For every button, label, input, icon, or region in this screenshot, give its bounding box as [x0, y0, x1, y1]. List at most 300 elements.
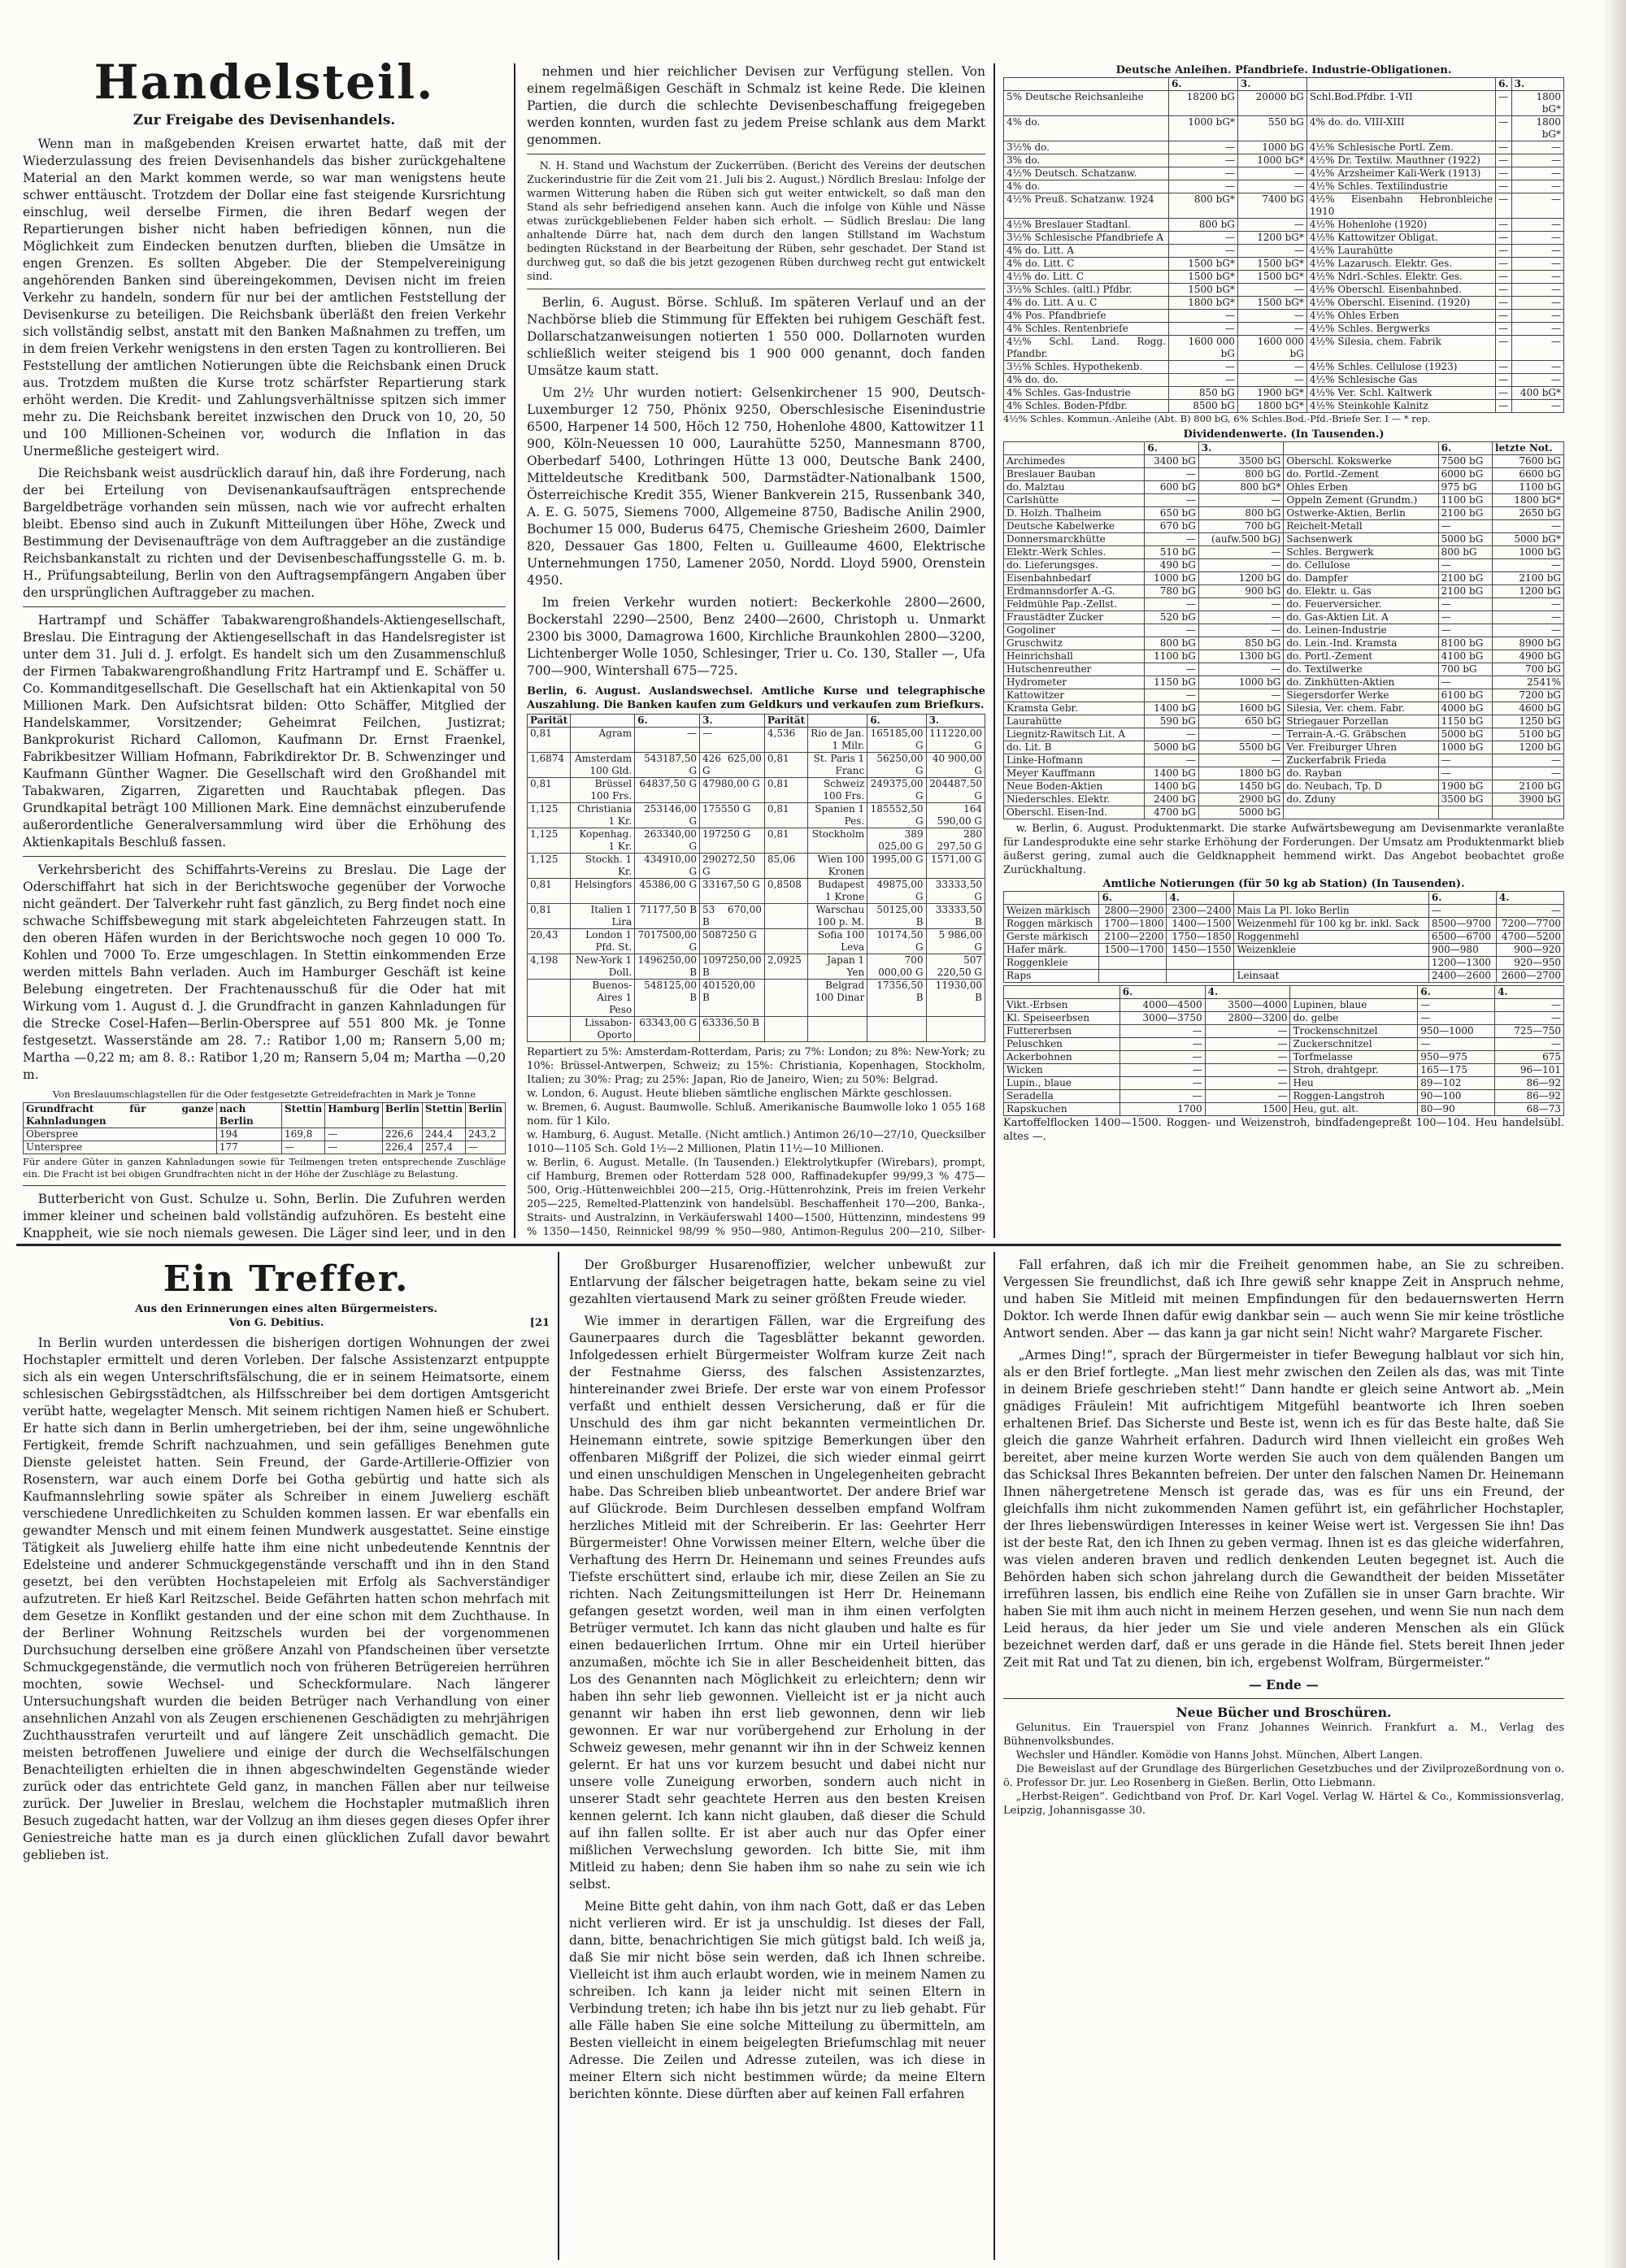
- table-cell: [764, 904, 807, 929]
- column-rule: [558, 1252, 559, 2260]
- table-cell: 45386,00 G: [635, 879, 700, 904]
- table-cell: 1500 bG*: [1168, 271, 1237, 284]
- table-cell: Futtererbsen: [1004, 1025, 1120, 1038]
- table-cell: —: [1496, 154, 1512, 167]
- table-cell: 4½% Oberschl. Eisenbahnbed.: [1306, 284, 1495, 297]
- table-cell: 4½% Ndrl.-Schles. Elektr. Ges.: [1306, 271, 1495, 284]
- table-row: [1004, 918, 1564, 931]
- table-cell: —: [1511, 361, 1563, 374]
- table-row: [1004, 1064, 1564, 1077]
- table-header: [1234, 892, 1428, 905]
- table-cell: —: [1496, 361, 1512, 374]
- table-cell: 3% do.: [1004, 154, 1169, 167]
- table-row: [1004, 297, 1564, 310]
- table-cell: 111220,00 G: [926, 728, 985, 753]
- table-cell: London 1 Pfd. St.: [571, 929, 635, 954]
- table-cell: Buenos-Aires 1 Peso: [571, 980, 635, 1017]
- table-cell: 0,81: [528, 904, 571, 929]
- table-cell: 0,81: [528, 879, 571, 904]
- table-cell: 263340,00 G: [635, 828, 700, 854]
- table-cell: 4½% Laurahütte: [1306, 245, 1495, 258]
- table-row: [1004, 507, 1564, 520]
- table-cell: 4,536: [764, 728, 807, 753]
- table-cell: —: [1205, 1090, 1290, 1103]
- table-cell: Hydrometer: [1004, 676, 1145, 689]
- table-cell: 4½% Arzsheimer Kali-Werk (1913): [1306, 167, 1495, 180]
- table-cell: Budapest 1 Krone: [808, 879, 867, 904]
- table-cell: Rio de Jan. 1 Milr.: [808, 728, 867, 753]
- table-header: [1004, 892, 1099, 905]
- table-cell: 244,4: [422, 1128, 465, 1141]
- table-cell: 1500 bG*: [1237, 297, 1306, 310]
- table-cell: 4½% Schles. Bergwerks: [1306, 323, 1495, 336]
- table-cell: 4600 bG: [1493, 702, 1564, 715]
- table-cell: do. Neubach, Tp. D: [1284, 780, 1438, 793]
- table-cell: —: [1198, 754, 1284, 767]
- table-cell: 53 670,00 B: [700, 904, 765, 929]
- table-cell: —: [1120, 1077, 1205, 1090]
- table-cell: Peluschken: [1004, 1038, 1120, 1051]
- table-cell: 40 900,00 G: [926, 753, 985, 778]
- table-cell: 1400 bG: [1145, 780, 1198, 793]
- table-cell: 1800 bG*: [1511, 91, 1563, 116]
- table-row: [528, 728, 985, 753]
- table-cell: do. Cellulose: [1284, 559, 1438, 572]
- article-paragraph: w. Bremen, 6. August. Baumwolle. Schluß. Amerikanische Baumwolle loko 1 055 168 nom. für 1 Kilo.: [527, 1101, 985, 1127]
- table-cell: 507 220,50 G: [926, 954, 985, 980]
- table-cell: 204487,50 G: [926, 778, 985, 803]
- table-cell: —: [1145, 533, 1198, 546]
- table-cell: —: [1511, 232, 1563, 245]
- table-cell: 4% Schles. Gas-Industrie: [1004, 387, 1169, 400]
- table-cell: 850 bG: [1168, 387, 1237, 400]
- table-cell: Linke-Hofmann: [1004, 754, 1145, 767]
- table-cell: 4% do. Litt. A: [1004, 245, 1169, 258]
- table-row: [1004, 1090, 1564, 1103]
- table-cell: —: [325, 1128, 383, 1141]
- table-cell: 20,43: [528, 929, 571, 954]
- table-header: 6.: [635, 715, 700, 728]
- table-cell: St. Paris 1 Franc: [808, 753, 867, 778]
- table-header: 3.: [1198, 442, 1284, 455]
- table-cell: 4% Pos. Pfandbriefe: [1004, 310, 1169, 323]
- table-cell: 86—92: [1495, 1077, 1564, 1090]
- table-cell: [1234, 957, 1428, 970]
- table-row: [1004, 793, 1564, 806]
- table-cell: —: [1120, 1038, 1205, 1051]
- table-cell: 4% do.: [1004, 116, 1169, 141]
- table-cell: 1200 bG*: [1237, 232, 1306, 245]
- table-cell: —: [1418, 1012, 1495, 1025]
- table-cell: —: [1438, 611, 1492, 624]
- table-cell: 4000 bG: [1438, 702, 1492, 715]
- page-fold-shadow: [1603, 0, 1626, 2268]
- table-cell: 0,81: [764, 828, 807, 854]
- table-header: nach Berlin: [216, 1103, 281, 1128]
- table-cell: 5000 bG: [1438, 728, 1492, 741]
- official-table-2: [1003, 985, 1564, 1116]
- table-cell: 194: [216, 1128, 281, 1141]
- table-cell: [867, 1017, 926, 1042]
- table-cell: —: [1438, 767, 1492, 780]
- freight-note: Für andere Güter in ganzen Kahnladungen sowie für Teilmengen treten entsprechende Zuschläge ein. Die Fracht ist bei obigen Grundfrachten nicht in der Höhe der Zuschläge zu Belastung.: [23, 1156, 506, 1180]
- table-cell: 2800—3200: [1205, 1012, 1290, 1025]
- table-cell: (aufw.500 bG): [1198, 533, 1284, 546]
- table-cell: 1800 bG*: [1493, 494, 1564, 507]
- table-cell: Ver. Freiburger Uhren: [1284, 741, 1438, 754]
- table-cell: —: [1145, 624, 1198, 637]
- table-cell: 1200 bG: [1493, 585, 1564, 598]
- table-cell: —: [1496, 336, 1512, 361]
- table-header: 4.: [1496, 892, 1563, 905]
- table-cell: 4½% Dr. Textilw. Mauthner (1922): [1306, 154, 1495, 167]
- table-cell: —: [1496, 400, 1512, 413]
- table-cell: 0,81: [764, 778, 807, 803]
- table-cell: Elektr.-Werk Schles.: [1004, 546, 1145, 559]
- table-row: [528, 1017, 985, 1042]
- table-cell: 2300—2400: [1167, 905, 1234, 918]
- table-row: [1004, 310, 1564, 323]
- table-cell: 3½% Schlesische Pfandbriefe A: [1004, 232, 1169, 245]
- table-cell: 650 bG: [1145, 507, 1198, 520]
- table-cell: 4000—4500: [1120, 999, 1205, 1012]
- table-row: [1004, 494, 1564, 507]
- table-row: [1004, 1012, 1564, 1025]
- table-header: [1306, 78, 1495, 91]
- table-cell: Roggenkleie: [1004, 957, 1099, 970]
- table-cell: do. Lein.-Ind. Kramsta: [1284, 637, 1438, 650]
- table-cell: Torfmelasse: [1290, 1051, 1418, 1064]
- table-cell: 8500—9700: [1428, 918, 1496, 931]
- table-cell: 56250,00 G: [867, 753, 926, 778]
- table-cell: —: [1120, 1090, 1205, 1103]
- table-cell: —: [1120, 1064, 1205, 1077]
- table-row: [1004, 728, 1564, 741]
- table-cell: Ackerbohnen: [1004, 1051, 1120, 1064]
- table-cell: 226,4: [382, 1141, 422, 1154]
- table-cell: 1450 bG: [1198, 780, 1284, 793]
- table-cell: Gerste märkisch: [1004, 931, 1099, 944]
- table-cell: 4100 bG: [1438, 650, 1492, 663]
- table-cell: 1000 bG: [1493, 546, 1564, 559]
- table-cell: Kramsta Gebr.: [1004, 702, 1145, 715]
- table-cell: 1500 bG*: [1168, 284, 1237, 297]
- divider: [23, 856, 506, 857]
- table-cell: 2100—2200: [1099, 931, 1167, 944]
- table-cell: do. gelbe: [1290, 1012, 1418, 1025]
- table-cell: 64837,50 G: [635, 778, 700, 803]
- bond-table-title: Deutsche Anleihen. Pfandbriefe. Industrie-Obligationen.: [1115, 64, 1452, 76]
- table-cell: 548125,00 B: [635, 980, 700, 1017]
- table-header: 6.: [1099, 892, 1167, 905]
- table-cell: 1,125: [528, 803, 571, 828]
- table-cell: —: [1205, 1077, 1290, 1090]
- table-cell: Deutsche Kabelwerke: [1004, 520, 1145, 533]
- table-cell: 5500 bG: [1198, 741, 1284, 754]
- table-cell: 17356,50 B: [867, 980, 926, 1017]
- table-cell: [1099, 970, 1167, 983]
- story-installment: [21: [529, 1317, 550, 1329]
- table-cell: 1000 bG*: [1237, 154, 1306, 167]
- table-cell: —: [1205, 1064, 1290, 1077]
- table-cell: Weizenmehl für 100 kg br. inkl. Sack: [1234, 918, 1428, 931]
- table-row: [1004, 957, 1564, 970]
- table-cell: —: [1493, 611, 1564, 624]
- table-cell: 63336,50 B: [700, 1017, 765, 1042]
- table-cell: 20000 bG: [1237, 91, 1306, 116]
- table-cell: do. Leinen-Industrie: [1284, 624, 1438, 637]
- table-cell: 3500 bG: [1198, 455, 1284, 468]
- table-cell: —: [1511, 271, 1563, 284]
- table-cell: [528, 980, 571, 1017]
- produce-report: w. Berlin, 6. August. Produktenmarkt. Die starke Aufwärtsbewegung am Devisenmarkte veranlaßte für Landesprodukte eine sehr starke Erhöhung der Forderungen. Der Umsatz am Produktenmarkt blieb äußerst gering, zumal auch die Geldknappheit hemmend wirkt. Das Angebot beobachtet große Zurückhaltung.: [1003, 823, 1564, 876]
- table-cell: 1000 bG*: [1168, 116, 1237, 141]
- table-cell: 490 bG: [1145, 559, 1198, 572]
- table-cell: 600 bG: [1145, 481, 1198, 494]
- table-cell: 0,81: [528, 728, 571, 753]
- table-cell: 900—920: [1496, 944, 1563, 957]
- table-cell: Neue Boden-Aktien: [1004, 780, 1145, 793]
- table-cell: 4½% Ver. Schl. Kaltwerk: [1306, 387, 1495, 400]
- table-row: [1004, 455, 1564, 468]
- dividend-table: [1003, 441, 1564, 819]
- article-paragraph: w. Berlin, 6. August. Metalle. (In Tausenden.) Elektrolytkupfer (Wirebars), prompt, cif Hamburg, Bremen oder Rotterdam 528 000, Raffinadekupfer 99/99,3 % 475—500, Orig.-Hüttenweichblei 200—215, Orig.-Hüttenrohzink, Preis im freien Verkehr 205—225, Remelted-Plattenzink von handelsübl. Beschaffenheit 170—200, Banka-, Straits- und Australzinn, in Verkäuferswahl 1400—1500, Hüttenzinn, mindestens 99 % 1350—1450, Reinnickel 98/99 % 950—980, Antimon-Regulus 200—210, Silber-: [527, 1157, 985, 1238]
- table-row: [1004, 116, 1564, 141]
- story-author: [23, 1316, 550, 1330]
- table-cell: 2100 bG: [1438, 585, 1492, 598]
- table-cell: 6000 bG: [1438, 468, 1492, 481]
- table-cell: —: [1493, 559, 1564, 572]
- table-cell: 4% do. do.: [1004, 374, 1169, 387]
- table-cell: 700 bG: [1198, 520, 1284, 533]
- table-cell: —: [1168, 310, 1237, 323]
- freight-table: [23, 1102, 506, 1154]
- table-cell: 510 bG: [1145, 546, 1198, 559]
- table-cell: 1100 bG: [1493, 481, 1564, 494]
- table-cell: —: [1496, 387, 1512, 400]
- table-cell: [1167, 970, 1234, 983]
- table-header: 6.: [1145, 442, 1198, 455]
- table-cell: —: [1511, 310, 1563, 323]
- table-cell: —: [1168, 154, 1237, 167]
- table-cell: —: [1428, 905, 1496, 918]
- table-cell: Oppeln Zement (Grundm.): [1284, 494, 1438, 507]
- official-footer: Kartoffelflocken 1400—1500. Roggen- und Weizenstroh, bindfadengepreßt 100—104. Heu handelsübl. altes —.: [1003, 1117, 1564, 1143]
- table-cell: 426 625,00 G: [700, 753, 765, 778]
- table-cell: 1800 bG*: [1511, 116, 1563, 141]
- table-cell: 6100 bG: [1438, 689, 1492, 702]
- table-cell: —: [1438, 676, 1492, 689]
- table-cell: Oberschl. Eisen-Ind.: [1004, 806, 1145, 819]
- table-cell: 4% do. Litt. A u. C: [1004, 297, 1169, 310]
- article-paragraph: w. Hamburg, 6. August. Metalle. (Nicht amtlich.) Antimon 26/10—27/10, Quecksilber 1010—1105 Sch. Gold 1½—2 Millionen, Platin 11½—10 Millionen.: [527, 1129, 985, 1155]
- table-row: [1004, 468, 1564, 481]
- table-cell: do. Dampfer: [1284, 572, 1438, 585]
- story-subtitle: Aus den Erinnerungen eines alten Bürgermeisters.: [135, 1303, 437, 1315]
- table-cell: Fraustädter Zucker: [1004, 611, 1145, 624]
- table-cell: —: [1237, 245, 1306, 258]
- table-cell: Stockh. 1 Kr.: [571, 854, 635, 879]
- table-cell: 900 bG: [1198, 585, 1284, 598]
- table-cell: —: [1168, 141, 1237, 154]
- table-cell: —: [1496, 141, 1512, 154]
- table-cell: Reichelt-Metall: [1284, 520, 1438, 533]
- table-cell: Belgrad 100 Dinar: [808, 980, 867, 1017]
- table-cell: Ostwerke-Aktien, Berlin: [1284, 507, 1438, 520]
- table-cell: 4,198: [528, 954, 571, 980]
- table-cell: 11930,00 B: [926, 980, 985, 1017]
- table-cell: 725—750: [1495, 1025, 1564, 1038]
- article-paragraph: N. H. Stand und Wachstum der Zuckerrüben. (Bericht des Vereins der deutschen Zuckerindustrie für die Zeit vom 21. Juli bis 2. August.) Nördlich Breslau: Infolge der warmen Witterung haben die Rüben sich gut weiter entwickelt, so daß man den Stand als sehr befriedigend ansehen kann. Auch die infolge von Kühle und Nässe etwas zurückgebliebenen Felder haben sich erholt. — Südlich Breslau: Die lang anhaltende Dürre hat, nach dem durch den langen Stillstand im Wachstum bedingten Rückstand in der Bearbeitung der Rüben, sehr geschadet. Der Stand ist durchweg gut, so daß die bis jetzt gezogenen Rüben durchweg recht gut entwickelt sind.: [527, 160, 985, 283]
- forex-title: Berlin, 6. August. Auslandswechsel. Amtliche Kurse und telegraphische Auszahlung. Die Banken kaufen zum Geldkurs und verkaufen zum Briefkurs.: [527, 685, 985, 711]
- table-header: Berlin: [382, 1103, 422, 1128]
- table-cell: Sofia 100 Leva: [808, 929, 867, 954]
- table-cell: —: [1198, 494, 1284, 507]
- table-cell: 1100 bG: [1145, 650, 1198, 663]
- table-cell: Kopenhag. 1 Kr.: [571, 828, 635, 854]
- table-cell: —: [1198, 598, 1284, 611]
- table-cell: D. Holzh. Thalheim: [1004, 507, 1145, 520]
- table-cell: 4½% Ohles Erben: [1306, 310, 1495, 323]
- table-cell: 2100 bG: [1493, 572, 1564, 585]
- table-cell: 1496250,00 B: [635, 954, 700, 980]
- table-cell: Zuckerfabrik Frieda: [1284, 754, 1438, 767]
- table-cell: 280 297,50 G: [926, 828, 985, 854]
- table-cell: 5% Deutsche Reichsanleihe: [1004, 91, 1169, 116]
- table-cell: 4½% Silesia, chem. Fabrik: [1306, 336, 1495, 361]
- table-row: [1004, 663, 1564, 676]
- table-cell: 7200—7700: [1496, 918, 1563, 931]
- table-cell: Schl.Bod.Pfdbr. 1-VII: [1306, 91, 1495, 116]
- table-row: [1004, 154, 1564, 167]
- table-row: [1004, 905, 1564, 918]
- table-cell: 1,6874: [528, 753, 571, 778]
- table-cell: do. Feuerversicher.: [1284, 598, 1438, 611]
- column-rule: [993, 1252, 995, 2260]
- article-paragraph: Um 2½ Uhr wurden notiert: Gelsenkirchener 15 900, Deutsch-Luxemburger 12 750, Phönix 9250, Oberschlesische Eisenindustrie 6500, Harpener 14 500, Höch 12 750, Hohenlohe 4800, Kattowitzer 11 900, Köln-Neuessen 10 000, Laurahütte 5250, Mannesmann 8700, Oberbedarf 5400, Lothringen Hütte 13 000, Deutsche Bank 2400, Mitteldeutsche Kreditbank 500, Darmstädter-Nationalbank 1500, Österreichische Kredit 355, Wiener Bankverein 215, Russenbank 340, A. E. G. 5075, Siemens 7000, Allgemeine 8750, Badische Anilin 2900, Bochumer 15 000, Buderus 6475, Chemische Griesheim 2600, Daimler 820, Dessauer Gas 1800, Felten u. Guilleaume 4600, Elektrische Unternehmungen 1750, Lamener 2050, Nordd. Lloyd 5900, Orenstein 4950.: [527, 385, 985, 588]
- table-row: [1004, 637, 1564, 650]
- table-row: [1004, 1077, 1564, 1090]
- table-cell: 0,81: [764, 803, 807, 828]
- table-cell: —: [1145, 663, 1198, 676]
- table-cell: —: [1511, 141, 1563, 154]
- table-cell: 1500 bG*: [1237, 271, 1306, 284]
- table-cell: Liegnitz-Rawitsch Lit. A: [1004, 728, 1145, 741]
- table-cell: Spanien 1 Pes.: [808, 803, 867, 828]
- table-header: 4.: [1167, 892, 1234, 905]
- table-cell: 4% do.: [1004, 180, 1169, 193]
- table-cell: [808, 1017, 867, 1042]
- table-row: [1004, 931, 1564, 944]
- table-row: [1004, 336, 1564, 361]
- table-cell: Wicken: [1004, 1064, 1120, 1077]
- table-row: [1004, 167, 1564, 180]
- table-header: [571, 715, 635, 728]
- table-cell: —: [1198, 559, 1284, 572]
- table-cell: 1000 bG: [1438, 741, 1492, 754]
- table-row: [1004, 572, 1564, 585]
- table-cell: do. Rayban: [1284, 767, 1438, 780]
- table-cell: do. Malztau: [1004, 481, 1145, 494]
- table-cell: Roggenmehl: [1234, 931, 1428, 944]
- table-cell: Schweiz 100 Frs.: [808, 778, 867, 803]
- table-cell: 1200 bG: [1493, 741, 1564, 754]
- table-row: [1004, 559, 1564, 572]
- table-cell: —: [1205, 1038, 1290, 1051]
- table-cell: 2100 bG: [1438, 507, 1492, 520]
- table-cell: 7017500,00 G: [635, 929, 700, 954]
- table-cell: 1150 bG: [1438, 715, 1492, 728]
- table-cell: 520 bG: [1145, 611, 1198, 624]
- table-cell: —: [1511, 374, 1563, 387]
- table-cell: —: [1496, 219, 1512, 232]
- table-header: 4.: [1205, 986, 1290, 999]
- freight-caption: Von Breslauumschlagstellen für die Oder festgesetzte Getreidefrachten in Mark je Tonne: [52, 1088, 476, 1100]
- table-cell: 2541%: [1493, 676, 1564, 689]
- table-row: [1004, 970, 1564, 983]
- table-cell: do. Zduny: [1284, 793, 1438, 806]
- table-cell: 1600 000 bG: [1237, 336, 1306, 361]
- article-paragraph: Verkehrsbericht des Schiffahrts-Vereins zu Breslau. Die Lage der Oderschiffahrt hat sich in der Berichtswoche gegenüber der Vorwoche nicht geändert. Der Talverkehr ruht fast gänzlich, zu Berg findet noch eine schwache Schiffsbewegung mit stark abgeleichteten Fahrzeugen statt. In den oberen Häfen wurden in der Berichtswoche noch gegen 10 000 To. Kohlen und 7000 To. Erze umgeschlagen. In Stettin einkommenden Erze werden mittels Bahn verladen. Auch im Hamburger Geschäft ist keine Belebung eingetreten. Der Frachtenausschuß für die Oder hat mit Wirkung vom 1. August d. J. die Grundfracht in ganzen Kahnladungen für die Strecke Cosel-Hafen—Berlin-Oberspree auf 551 800 Mk. je Tonne festgesetzt. Wasserstände am 28. 7.: Ratibor 1,00 m; Ransern 5,00 m; Martha —0,22 m; am 8. 8.: Ratibor 1,20 m; Ransern 5,04 m; Martha —0,20 m.: [23, 862, 506, 1082]
- table-cell: Wien 100 Kronen: [808, 854, 867, 879]
- table-cell: Gruschwitz: [1004, 637, 1145, 650]
- table-header: 3.: [1511, 78, 1563, 91]
- table-cell: 2650 bG: [1493, 507, 1564, 520]
- table-cell: —: [1198, 611, 1284, 624]
- table-cell: —: [1205, 1051, 1290, 1064]
- table-cell: Raps: [1004, 970, 1099, 983]
- section-rule: [16, 1244, 1561, 1246]
- table-row: [1004, 245, 1564, 258]
- table-cell: do. Elektr. u. Gas: [1284, 585, 1438, 598]
- table-cell: —: [1511, 219, 1563, 232]
- article-paragraph: Hartrampf und Schäffer Tabakwarengroßhandels-Aktiengesellschaft, Breslau. Die Eintragung der Aktiengesellschaft in das Handelsregister ist unter dem 31. Juli d. J. erfolgt. Es handelt sich um den Zusammenschluß der Firmen Tabakwarengroßhandlung Fritz Hartrampf und E. Schäffer u. Co. Kommanditgesellschaft. Die Gesellschaft hat ein Aktienkapital von 50 Millionen Mark. Den Aufsichtsrat bilden: Otto Schäffer, Mitglied der Handelskammer, Vorsitzender; Geheimrat Feilchen, Justizrat; Bankprokurist Richard Callomon, Kaufmann Dr. Ernst Fraenkel, Fabrikbesitzer William Hofmann, Fabrikdirektor Dr. B. Schwenzinger und Kaufmann Günther Wagner. Die Gesellschaft wird den Großhandel mit Tabakwaren, Zigarren, Zigaretten und Rauchtabak pflegen. Das Grundkapital beträgt 100 Millionen Mark. Eine demnächst einzuberufende außerordentliche Generalversammlung wird über die Erhöhung des Aktienkapitals Beschluß fassen.: [23, 613, 506, 849]
- table-cell: —: [1511, 180, 1563, 193]
- table-cell: [926, 1017, 985, 1042]
- table-cell: —: [1496, 116, 1512, 141]
- table-row: [1004, 1103, 1564, 1116]
- table-cell: —: [1198, 728, 1284, 741]
- left-column-top: [23, 54, 506, 1240]
- table-cell: Ohles Erben: [1284, 481, 1438, 494]
- table-cell: 3900 bG: [1493, 793, 1564, 806]
- table-cell: 3½% Schles. (altl.) Pfdbr.: [1004, 284, 1169, 297]
- table-cell: Amsterdam 100 Gld.: [571, 753, 635, 778]
- story-paragraph: „Armes Ding!“, sprach der Bürgermeister in tiefer Bewegung halblaut vor sich hin, als er den Brief fortlegte. „Man liest mehr zwischen den Zeilen als das, was mit Tinte in deinem Briefe geschrieben steht!“ Dann handte er gleich seine Antwort ab. „Mein gnädiges Fräulein! Mit aufrichtigem Mitgefühl beantworte ich Ihren soeben erhaltenen Brief. Das Sicherste und Beste ist, wenn ich es für das Beste halte, daß Sie gleich die ganze Wahrheit erfahren. Dadurch wird Ihnen vielleicht ein großes Weh bereitet, aber meine kurzen Worte werden Sie auch von dem quälenden Bangen um das Schicksal Ihres Bekannten befreien. Der unter den falschen Namen Dr. Heinemann Ihnen nähergetretene Mensch ist gerade das, was es für uns ein Freund, der gleichfalls ihm nicht zukommenden Namen geführt ist, ein gefährlicher Hochstapler, der Ihres liebenswürdigen Interesses in keiner Weise wert ist. Vergessen Sie ihn! Das ist der beste Rat, den ich Ihnen zu geben vermag. Ihnen ist es das gleiche widerfahren, was vielen anderen braven und redlich denkenden Leuten begegnet ist. Auch die Behörden haben sich schon jahrelang durch die Gewandtheit der beiden Missetäter irreführen lassen, bis endlich eine Reihe von Zufällen sie in unser Garn brachte. Wir haben Sie mit ihm auch nicht in meinem Herzen gesehen, und wenn Sie nun nach dem Leid heraus, da hier jeder um Sie und viele anderen Menschen als ein Glück bezeichnet werden darf, daß er uns gerade in die Hände fiel. Stets bereit Ihnen jeder Zeit mit Rat und Tat zu dienen, bin ich, ergebenst Wolfram, Bürgermeister.“: [1003, 1348, 1564, 1670]
- table-cell: —: [1496, 271, 1512, 284]
- table-row: [1004, 780, 1564, 793]
- table-row: [1004, 361, 1564, 374]
- table-cell: 249375,00 G: [867, 778, 926, 803]
- table-row: [1004, 180, 1564, 193]
- table-row: [1004, 258, 1564, 271]
- table-cell: [1493, 806, 1564, 819]
- table-cell: 4½% Schl. Land. Rogg. Pfandbr.: [1004, 336, 1169, 361]
- table-cell: 434910,00 G: [635, 854, 700, 879]
- table-cell: 1500—1700: [1099, 944, 1167, 957]
- book-entry: Die Beweislast auf der Grundlage des Bürgerlichen Gesetzbuches und der Zivilprozeßordnung von o. ö. Professor Dr. jur. Leo Rosenberg in Gießen. Berlin, Otto Liebmann.: [1003, 1763, 1564, 1789]
- table-cell: Roggen-Langstroh: [1290, 1090, 1418, 1103]
- table-cell: 1200—1300: [1428, 957, 1496, 970]
- table-row: [1004, 91, 1564, 116]
- table-row: [528, 980, 985, 1017]
- table-header: 6.: [1120, 986, 1205, 999]
- divider: [1003, 1698, 1564, 1699]
- table-cell: 290272,50 G: [700, 854, 765, 879]
- table-cell: 900—980: [1428, 944, 1496, 957]
- bond-table: [1003, 77, 1564, 413]
- table-cell: 1250 bG: [1493, 715, 1564, 728]
